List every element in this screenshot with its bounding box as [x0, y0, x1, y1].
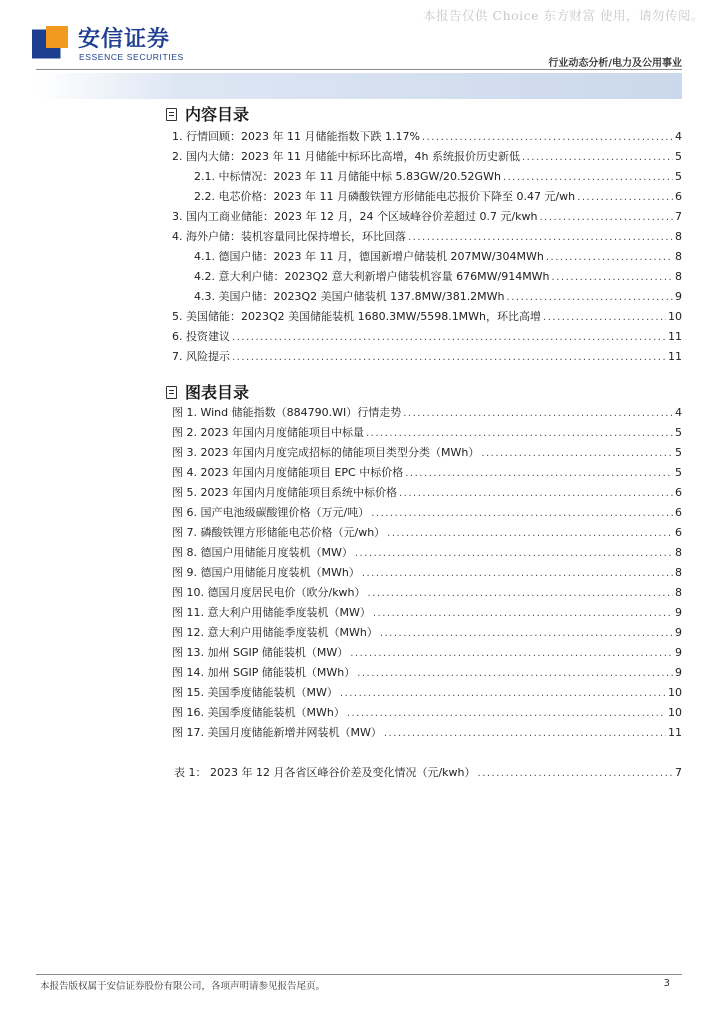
- figure-entry-page: 6: [675, 506, 682, 519]
- dot-leader: [347, 708, 666, 719]
- dot-leader: [403, 408, 673, 419]
- dot-leader: [552, 272, 673, 283]
- figure-entry-label: 图 3. 2023 年国内月度完成招标的储能项目类型分类（MWh）: [172, 446, 480, 459]
- figure-entry[interactable]: [172, 424, 682, 444]
- footer-disclaimer: 本报告版权属于安信证券股份有限公司，各项声明请参见报告尾页。: [40, 981, 326, 992]
- figure-entry[interactable]: [172, 544, 682, 564]
- figure-entry[interactable]: [172, 704, 682, 724]
- dot-leader: [387, 528, 673, 539]
- figure-entry-page: 9: [675, 646, 682, 659]
- figure-entry-label: 图 9. 德国户用储能月度装机（MWh）: [172, 566, 360, 579]
- figure-entry-label: 图 8. 德国户用储能月度装机（MW）: [172, 546, 353, 559]
- figure-entry-label: 图 10. 德国月度居民电价（欧分/kwh）: [172, 586, 366, 599]
- figures-heading: [166, 380, 249, 402]
- dot-leader: [340, 688, 666, 699]
- dot-leader: [357, 668, 673, 679]
- toc-entry[interactable]: [194, 288, 682, 308]
- dot-leader: [543, 312, 666, 323]
- figure-entry-page: 9: [675, 626, 682, 639]
- toc-entry-page: 5: [675, 150, 682, 163]
- dot-leader: [408, 232, 673, 243]
- toc-entry-page: 8: [675, 230, 682, 243]
- toc-entry[interactable]: [194, 248, 682, 268]
- dot-leader: [368, 588, 673, 599]
- figure-entry-label: 图 2. 2023 年国内月度储能项目中标量: [172, 426, 364, 439]
- dot-leader: [481, 448, 673, 459]
- figure-entry[interactable]: [172, 564, 682, 584]
- table-entry-page: 7: [675, 766, 682, 779]
- dot-leader: [350, 648, 673, 659]
- dot-leader: [577, 192, 673, 203]
- dot-leader: [478, 768, 673, 779]
- figure-entry-label: 图 13. 加州 SGIP 储能装机（MW）: [172, 646, 349, 659]
- figure-entry[interactable]: [172, 604, 682, 624]
- toc-entry[interactable]: [172, 308, 682, 328]
- dot-leader: [373, 608, 673, 619]
- figure-entry-page: 5: [675, 446, 682, 459]
- dot-leader: [507, 292, 673, 303]
- dot-leader: [546, 252, 673, 263]
- figure-entry[interactable]: [172, 484, 682, 504]
- figure-entry[interactable]: [172, 524, 682, 544]
- toc-entry-label: 2.1. 中标情况：2023 年 11 月储能中标 5.83GW/20.52GWh: [194, 170, 501, 183]
- figure-entry[interactable]: [172, 464, 682, 484]
- document-icon: [166, 108, 177, 121]
- toc-entry-page: 6: [675, 190, 682, 203]
- toc-entry[interactable]: [194, 268, 682, 288]
- toc-entry-label: 7. 风险提示: [172, 350, 230, 363]
- toc-entry[interactable]: [172, 228, 682, 248]
- figure-entry[interactable]: [172, 504, 682, 524]
- figure-entry-label: 图 12. 意大利户用储能季度装机（MWh）: [172, 626, 378, 639]
- figure-entry-page: 6: [675, 486, 682, 499]
- dot-leader: [540, 212, 674, 223]
- dot-leader: [355, 548, 673, 559]
- toc-entry-label: 2.2. 电芯价格：2023 年 11 月磷酸铁锂方形储能电芯报价下降至 0.47 元/wh: [194, 190, 576, 203]
- toc-entry-label: 6. 投资建议: [172, 330, 230, 343]
- contents-heading: [166, 102, 249, 124]
- figure-entry-label: 图 7. 磷酸铁锂方形储能电芯价格（元/wh）: [172, 526, 386, 539]
- figure-entry-label: 图 14. 加州 SGIP 储能装机（MWh）: [172, 666, 356, 679]
- figure-entry-page: 8: [675, 586, 682, 599]
- dot-leader: [503, 172, 673, 183]
- figure-entry-page: 8: [675, 566, 682, 579]
- figure-entry-label: 图 15. 美国季度储能装机（MW）: [172, 686, 338, 699]
- figure-entry-page: 6: [675, 526, 682, 539]
- toc-entry[interactable]: [172, 348, 682, 368]
- figure-entry[interactable]: [172, 444, 682, 464]
- dot-leader: [371, 508, 673, 519]
- toc-entry-label: 4.1. 德国户储：2023 年 11 月，德国新增户储装机 207MW/304MWh: [194, 250, 544, 263]
- toc-entry-page: 5: [675, 170, 682, 183]
- watermark-text: 本报告仅供 Choice 东方财富 使用，请勿传阅。: [423, 8, 704, 23]
- figure-entry-label: 图 16. 美国季度储能装机（MWh）: [172, 706, 345, 719]
- figure-entry-page: 9: [675, 666, 682, 679]
- figure-entry-label: 图 5. 2023 年国内月度储能项目系统中标价格: [172, 486, 397, 499]
- figure-entry-page: 10: [668, 686, 682, 699]
- dot-leader: [362, 568, 673, 579]
- figure-entry-label: 图 6. 国产电池级碳酸锂价格（万元/吨）: [172, 506, 370, 519]
- dot-leader: [366, 428, 673, 439]
- toc-entry[interactable]: [194, 168, 682, 188]
- figure-entry-label: 图 1. Wind 储能指数（884790.WI）行情走势: [172, 406, 402, 419]
- figure-entry[interactable]: [172, 404, 682, 424]
- figure-entry-page: 4: [675, 406, 682, 419]
- page-number: 3: [663, 978, 670, 989]
- toc-entry-page: 7: [675, 210, 682, 223]
- figure-entry[interactable]: [172, 724, 682, 744]
- toc-entry[interactable]: [172, 208, 682, 228]
- toc-entry-label: 3. 国内工商业储能：2023 年 12 月，24 个区域峰谷价差超过 0.7 元/kwh: [172, 210, 538, 223]
- dot-leader: [522, 152, 673, 163]
- figure-entry[interactable]: [172, 624, 682, 644]
- toc-entry-page: 11: [668, 330, 682, 343]
- figure-entry-page: 8: [675, 546, 682, 559]
- header-divider: [36, 69, 682, 70]
- toc-entry-label: 4.3. 美国户储：2023Q2 美国户储装机 137.8MW/381.2MWh: [194, 290, 505, 303]
- dot-leader: [380, 628, 673, 639]
- figure-entry[interactable]: [172, 644, 682, 664]
- table-entry-label: 表 1： 2023 年 12 月各省区峰谷价差及变化情况（元/kwh）: [174, 766, 476, 779]
- contents-title: 内容目录: [185, 105, 250, 124]
- table-entry[interactable]: [174, 764, 682, 784]
- toc-entry-page: 8: [675, 270, 682, 283]
- brand-logo: [32, 22, 232, 66]
- brand-mark-icon: [32, 24, 70, 62]
- report-category: 行业动态分析/电力及公用事业: [548, 58, 682, 69]
- figure-entry-page: 11: [668, 726, 682, 739]
- brand-name-en: ESSENCE SECURITIES: [79, 52, 184, 62]
- toc-entry[interactable]: [172, 128, 682, 148]
- figure-entry[interactable]: [172, 664, 682, 684]
- figure-entry-page: 5: [675, 426, 682, 439]
- figure-entry-page: 5: [675, 466, 682, 479]
- toc-entry-page: 10: [668, 310, 682, 323]
- document-icon: [166, 386, 177, 399]
- toc-entry-label: 2. 国内大储：2023 年 11 月储能中标环比高增，4h 系统报价历史新低: [172, 150, 520, 163]
- footer-divider: [36, 974, 682, 975]
- figure-entry[interactable]: [172, 584, 682, 604]
- toc-entry-page: 8: [675, 250, 682, 263]
- toc-entry-label: 1. 行情回顾：2023 年 11 月储能指数下跌 1.17%: [172, 130, 420, 143]
- figures-title: 图表目录: [185, 383, 250, 402]
- figure-entry-label: 图 4. 2023 年国内月度储能项目 EPC 中标价格: [172, 466, 404, 479]
- toc-entry-page: 9: [675, 290, 682, 303]
- toc-entry-page: 11: [668, 350, 682, 363]
- toc-entry[interactable]: [172, 328, 682, 348]
- toc-entry-label: 4.2. 意大利户储：2023Q2 意大利新增户储装机容量 676MW/914MWh: [194, 270, 550, 283]
- dot-leader: [384, 728, 666, 739]
- figure-entry-page: 10: [668, 706, 682, 719]
- toc-entry-label: 4. 海外户储：装机容量同比保持增长，环比回落: [172, 230, 406, 243]
- header-band: [36, 73, 682, 99]
- dot-leader: [422, 132, 673, 143]
- toc-entry[interactable]: [194, 188, 682, 208]
- dot-leader: [405, 468, 673, 479]
- toc-entry-label: 5. 美国储能：2023Q2 美国储能装机 1680.3MW/5598.1MWh，环比高增: [172, 310, 542, 323]
- dot-leader: [232, 332, 666, 343]
- brand-name-cn: 安信证券: [78, 27, 171, 52]
- figure-entry[interactable]: [172, 684, 682, 704]
- figure-entry-page: 9: [675, 606, 682, 619]
- dot-leader: [232, 352, 666, 363]
- toc-entry[interactable]: [172, 148, 682, 168]
- dot-leader: [399, 488, 673, 499]
- figure-entry-label: 图 17. 美国月度储能新增并网装机（MW）: [172, 726, 382, 739]
- toc-entry-page: 4: [675, 130, 682, 143]
- figure-entry-label: 图 11. 意大利户用储能季度装机（MW）: [172, 606, 371, 619]
